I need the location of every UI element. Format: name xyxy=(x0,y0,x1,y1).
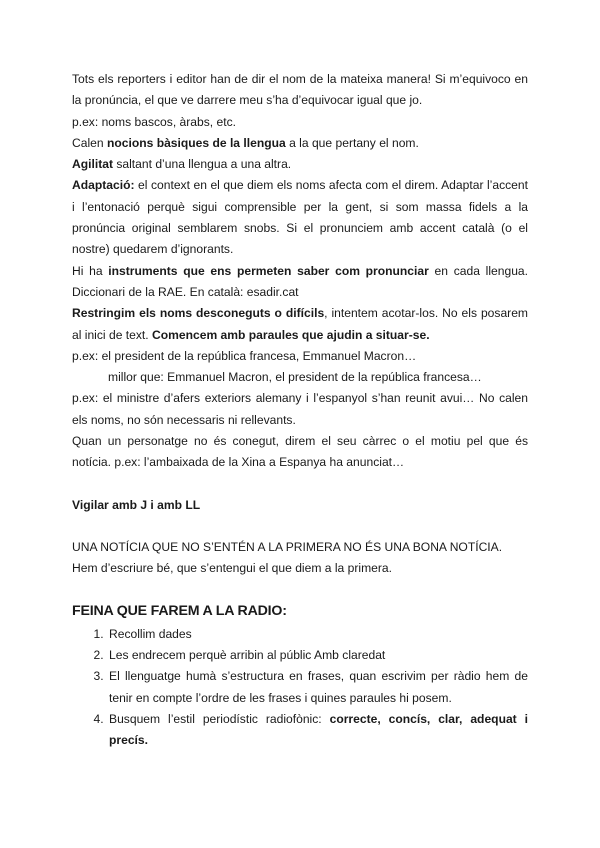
spacer xyxy=(72,516,528,537)
adaptacio-bold: Adaptació: xyxy=(72,178,135,193)
adaptacio-paragraph xyxy=(72,175,528,260)
list-item xyxy=(107,709,528,752)
spacer xyxy=(72,474,528,495)
instruments-bold: instruments que ens permeten saber com pronunciar xyxy=(108,263,429,278)
instruments-pre: Hi ha xyxy=(72,263,109,278)
list-item: 2. Les endrecem perquè arribin al públic Amb claredat xyxy=(107,645,528,666)
restringim-mid: , intentem acotar-los. No els posarem al inici de text. xyxy=(72,306,528,342)
restringim-bold-2: Comencem amb paraules que ajudin a situar-se. xyxy=(152,327,430,342)
instruments-paragraph xyxy=(72,261,528,282)
nocions-paragraph xyxy=(72,133,528,154)
intro-line-1: Tots els reporters i editor han de dir el nom de la mateixa manera! Si m’equivoco en xyxy=(72,72,528,86)
personatge-paragraph: Quan un personatge no és conegut, direm el seu càrrec o el motiu pel que és notícia. p.ex: l’ambaixada de la Xina a Espanya ha anunciat… xyxy=(72,434,528,470)
list-item-bold: correcte, concís, clar, adequat i precís. xyxy=(109,712,528,748)
agilitat-post: saltant d’una llengua a una altra. xyxy=(112,157,292,172)
list-item: 1. Recollim dades xyxy=(107,624,528,645)
nocions-post: a la que pertany el nom. xyxy=(285,135,419,150)
document-page xyxy=(72,69,528,752)
instruments-post: en cada llengua. xyxy=(428,263,529,278)
restringim-paragraph xyxy=(72,303,528,346)
example-ministre: p.ex: el ministre d’afers exteriors alemany i l’espanyol s’han reunit avui… No calen els noms, no són necessaris ni rellevants. xyxy=(72,391,528,427)
noticia-caps-line: UNA NOTÍCIA QUE NO S’ENTÉN A LA PRIMERA NO ÉS UNA BONA NOTÍCIA. xyxy=(72,539,503,554)
radio-heading: FEINA QUE FAREM A LA RADIO: xyxy=(72,602,287,619)
escriure-line: Hem d’escriure bé, que s’entengui el que diem a la primera. xyxy=(72,561,392,576)
nocions-bold: nocions bàsiques de la llengua xyxy=(106,135,286,150)
restringim-bold: Restringim els noms desconeguts o difícils xyxy=(72,306,325,321)
spacer xyxy=(72,580,528,601)
millor-que-line: millor que: Emmanuel Macron, el president de la república francesa… xyxy=(108,370,482,385)
agilitat-paragraph xyxy=(72,154,528,175)
example-macron: p.ex: el president de la república francesa, Emmanuel Macron… xyxy=(72,348,417,363)
diccionari-line: Diccionari de la RAE. En català: esadir.cat xyxy=(72,284,299,299)
intro-line-2: la pronúncia, el que ve darrere meu s’ha d’equivocar igual que jo. xyxy=(72,93,423,108)
list-item: 3. El llenguatge humà s’estructura en frases, quan escrivim per ràdio hem de tenir en compte l’ordre de les frases i quines paraules hi posem. xyxy=(107,666,528,709)
vigilar-heading: Vigilar amb J i amb LL xyxy=(72,497,201,512)
list-item-pre: Busquem l’estil periodístic radiofònic: xyxy=(109,712,330,727)
nocions-pre: Calen xyxy=(72,135,107,150)
radio-list xyxy=(72,624,528,752)
adaptacio-post: el context en el que diem els noms afecta com el direm. Adaptar l’accent i l’entonació perquè sigui comprensible per la gent, si som massa fidels a la pronúncia original semblarem snobs. Si el pronunciem amb accent català (o el nostre) quedarem d’ignorants. xyxy=(72,178,528,257)
agilitat-bold: Agilitat xyxy=(72,157,113,172)
example-basques: p.ex: noms bascos, àrabs, etc. xyxy=(72,114,237,129)
